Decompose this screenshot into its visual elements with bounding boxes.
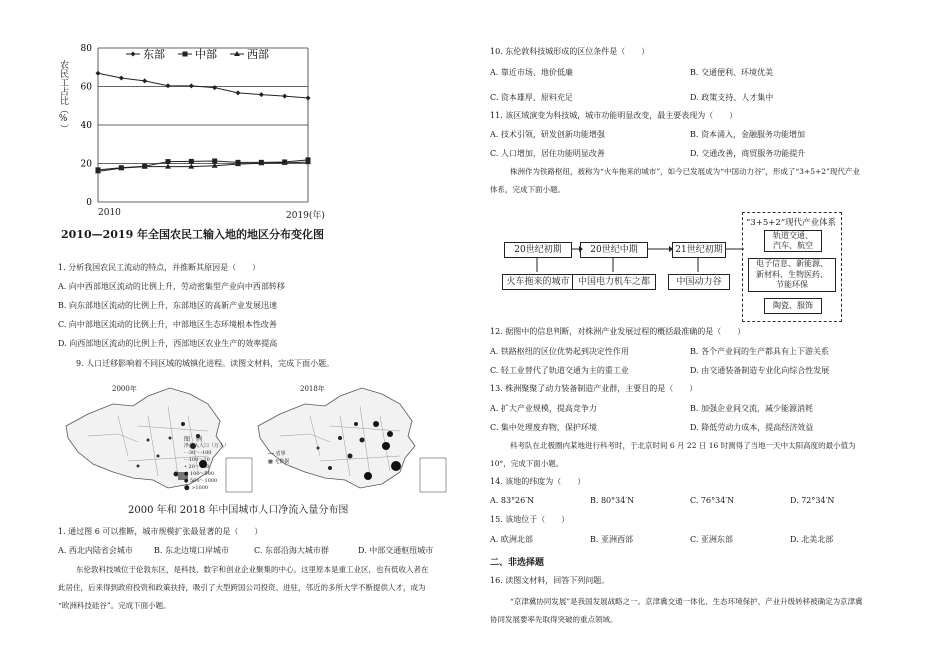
chart-point <box>189 159 194 164</box>
q1-option-d[interactable]: D. 向西部地区流动的比例上升，西部地区农业生产的效率提高 <box>58 339 278 348</box>
map-legend-item: ● 100～500 <box>184 471 215 477</box>
chart-grid <box>98 48 308 202</box>
q1b-option-a[interactable]: A. 西北内陆省会城市 <box>58 546 133 555</box>
industry-flow-diagram <box>502 212 902 322</box>
chart-point <box>236 90 241 95</box>
chart-ytick-label: 40 <box>80 121 92 131</box>
line-chart <box>58 40 348 225</box>
map-2018 <box>248 376 458 496</box>
zhuzhou-line-1: 株洲作为铁路枢纽，被称为“火车拖来的城市”，如今已发展成为“中国动力谷”，形成了“3+5+2”现代产业 <box>510 167 860 176</box>
q1b-option-b[interactable]: B. 东北边境口岸城市 <box>154 546 229 555</box>
chart-ytick-label: 0 <box>86 198 92 208</box>
q10-option-c[interactable]: C. 资本雄厚、原料充足 <box>490 93 573 102</box>
q12-option-d[interactable]: D. 由交通装备制造专业化向综合性发展 <box>690 366 830 375</box>
q9-intro: 9. 人口迁移影响着不同区域的城镇化进程。读图文材料，完成下面小题。 <box>76 359 335 368</box>
era-1-box: 20世纪初期 <box>504 242 572 258</box>
map-legend-item: · -30～-100 <box>184 450 212 456</box>
chart-legend <box>126 47 269 61</box>
map-legend-extra <box>268 450 289 466</box>
q16-paragraph-1: “京津冀协同发展”是我国发展战略之一。京津冀交通一体化、生态环境保护、产业升级转移被确定为京津冀 <box>510 597 863 606</box>
map-2000-label: 2000年 <box>112 385 137 393</box>
survey-line-2: 10°，完成下面小题。 <box>490 459 564 468</box>
right-column <box>490 40 910 660</box>
section-2-title: 二、非选择题 <box>490 558 545 568</box>
q13-stem: 13. 株洲聚聚了动力装备制造产业群，主要目的是（ ） <box>490 384 698 393</box>
chart-series-line <box>98 73 308 98</box>
chart-point <box>142 78 147 83</box>
era-2-box: 20世纪中期 <box>580 242 648 258</box>
q15-option-c[interactable]: C. 亚洲东部 <box>690 535 733 544</box>
q14-option-b[interactable]: B. 80°34′N <box>590 496 635 505</box>
map-legend-title: 图 例 <box>184 436 203 443</box>
chart-series-square <box>96 157 311 172</box>
q12-option-a[interactable]: A. 铁路枢纽的区位优势起到决定性作用 <box>490 347 629 356</box>
china-map-2018 <box>248 376 458 496</box>
chart-legend-entry <box>230 48 269 61</box>
chart-legend-label: 中部 <box>195 48 217 61</box>
chart-ytick-label: 20 <box>80 159 92 170</box>
city-1-box: 火车拖来的城市 <box>502 274 574 290</box>
passage-line-1: 东伦敦科技城位于伦敦东区，是科技、数字和创业企业聚集的中心。这里原本是重工业区，也有低收入者在 <box>76 565 429 574</box>
map-legend-item: · -100～20 <box>184 457 210 463</box>
q15-option-a[interactable]: A. 欧洲北部 <box>490 535 533 544</box>
chart-point <box>96 71 101 76</box>
chart-point <box>166 159 171 164</box>
q1-option-a[interactable]: A. 向中西部地区流动的比例上升，劳动密集型产业向中西部转移 <box>58 282 285 291</box>
chart-ytick-label: 80 <box>80 44 92 54</box>
q15-option-d[interactable]: D. 北美北部 <box>790 535 834 544</box>
flow-arrows <box>502 212 762 312</box>
chart-legend-label: 东部 <box>143 48 165 61</box>
q10-option-d[interactable]: D. 政策支持、人才集中 <box>690 93 774 102</box>
q11-stem: 11. 该区域演变为科技城，城市功能明显改变，最主要表现为（ ） <box>490 111 738 120</box>
q10-stem: 10. 东伦敦科技城形成的区位条件是（ ） <box>490 47 650 56</box>
q12-option-b[interactable]: B. 各个产业间的生产都具有上下游关系 <box>690 347 829 356</box>
passage-line-3: “欧洲科技硅谷”。完成下面小题。 <box>58 601 171 610</box>
q12-stem: 12. 据图中的信息判断，对株洲产业发展过程的概括最准确的是（ ） <box>490 327 746 336</box>
q16-paragraph-2: 协同发展要率先取得突破的重点领域。 <box>490 615 618 624</box>
q13-option-c[interactable]: C. 集中处理废弃物，保护环境 <box>490 423 597 432</box>
map-legend-item: ● 500～1000 <box>184 478 218 484</box>
chart-xtick-start: 2010 <box>98 208 121 218</box>
chart-point <box>212 85 217 90</box>
chart-point <box>259 92 264 97</box>
chart-legend-entry <box>126 48 165 61</box>
q1b-stem: 1. 通过图 6 可以推断，城市规模扩张最显著的是（ ） <box>58 527 263 536</box>
chart-axes <box>81 44 308 208</box>
q10-option-a[interactable]: A. 靠近市场、地价低廉 <box>490 68 573 77</box>
map-legend-unit: 净流入人口（万人） <box>184 443 230 449</box>
map-legend-item: ⬤ >1000 <box>184 485 209 491</box>
industry-system-title: “3+5+2”现代产业体系 <box>746 218 837 228</box>
chart-series-diamond <box>96 71 311 101</box>
chart-legend-label: 西部 <box>247 48 269 61</box>
q1b-option-d[interactable]: D. 中部交通枢纽城市 <box>358 546 434 555</box>
q1-option-c[interactable]: C. 向中部地区流动的比例上升，中部地区生态环境根本性改善 <box>58 320 277 329</box>
q13-option-b[interactable]: B. 加强企业间交流，减少能源消耗 <box>690 404 813 413</box>
zhuzhou-line-2: 体系，完成下面小题。 <box>490 185 565 194</box>
q1b-option-c[interactable]: C. 东部沿海大城市群 <box>254 546 329 555</box>
chart-point <box>212 158 217 163</box>
q13-option-a[interactable]: A. 扩大产业规模，提高竞争力 <box>490 404 597 413</box>
chart-ytick-label: 60 <box>80 82 92 93</box>
q1-stem: 1. 分析我国农民工流动的特点，并推断其原因是（ ） <box>58 263 261 272</box>
map-2018-label: 2018年 <box>300 385 325 393</box>
map-legend <box>184 436 256 492</box>
chart-point <box>282 94 287 99</box>
chart-point <box>306 96 311 101</box>
q1-option-b[interactable]: B. 向东部地区流动的比例上升，东部地区的高新产业发展迅速 <box>58 301 277 310</box>
survey-line-1: 科考队在北极圈内某地进行科考时，于北京时间 6 月 22 日 16 时测得了当地一天中太阳高度的最小值为 <box>510 441 856 450</box>
map-legend-border: ── 省界 <box>268 451 286 457</box>
chart-point <box>189 83 194 88</box>
passage-line-2: 此居住，后来得到政府投资和政策扶持，吸引了大型跨国公司投资、进驻，邻近的多所大学不断提供人才，成为 <box>58 583 426 592</box>
chart-legend-entry <box>178 47 217 61</box>
map-legend-item: • 20～100 <box>184 464 210 470</box>
q16-stem: 16. 读图文材料，回答下列问题。 <box>490 576 610 585</box>
chart-point <box>119 76 124 81</box>
map-caption: 2000 年和 2018 年中国城市人口净流入量分布图 <box>128 505 349 516</box>
industry-group-3: 陶瓷、服饰 <box>764 298 822 314</box>
q13-option-d[interactable]: D. 降低劳动力成本，提高经济效益 <box>690 423 814 432</box>
industry-group-2: 电子信息、新能源、 新材料、生物医药、 节能环保 <box>748 258 836 292</box>
q10-option-b[interactable]: B. 交通便利、环境优美 <box>690 68 773 77</box>
q11-option-b[interactable]: B. 资本涌入，金融服务功能增加 <box>690 130 805 139</box>
chart-point <box>166 83 171 88</box>
era-3-box: 21世纪初期 <box>672 242 726 258</box>
q15-option-b[interactable]: B. 亚洲西部 <box>590 535 633 544</box>
q11-option-a[interactable]: A. 技术引领，研发创新功能增强 <box>490 130 605 139</box>
city-2-box: 中国电力机车之都 <box>572 274 656 290</box>
chart-title: 2010—2019 年全国农民工输入地的地区分布变化图 <box>61 228 325 241</box>
city-3-box: 中国动力谷 <box>668 274 730 290</box>
chart-xtick-end: 2019(年) <box>286 211 325 221</box>
map-legend-nodata: ▩ 无数据 <box>268 459 290 465</box>
q14-option-a[interactable]: A. 83°26′N <box>490 496 535 505</box>
chart-ylabel: 农民工占比（%） <box>58 60 68 133</box>
q12-option-c[interactable]: C. 轻工业替代了轨道交通为主的重工业 <box>490 366 629 375</box>
industry-group-1: 轨道交通、 汽车、航空 <box>764 230 822 252</box>
q14-option-c[interactable]: C. 76°34′N <box>690 496 735 505</box>
chart-point <box>183 52 188 57</box>
chart-series-line <box>98 160 308 170</box>
q11-option-d[interactable]: D. 交通改善，商贸服务功能提升 <box>690 149 806 158</box>
q11-option-c[interactable]: C. 人口增加，居住功能明显改善 <box>490 149 605 158</box>
q14-stem: 14. 该地的纬度为（ ） <box>490 477 586 486</box>
chart-point <box>131 52 136 57</box>
left-column <box>58 40 468 660</box>
q14-option-d[interactable]: D. 72°34′N <box>790 496 835 505</box>
q15-stem: 15. 该地位于（ ） <box>490 515 570 524</box>
